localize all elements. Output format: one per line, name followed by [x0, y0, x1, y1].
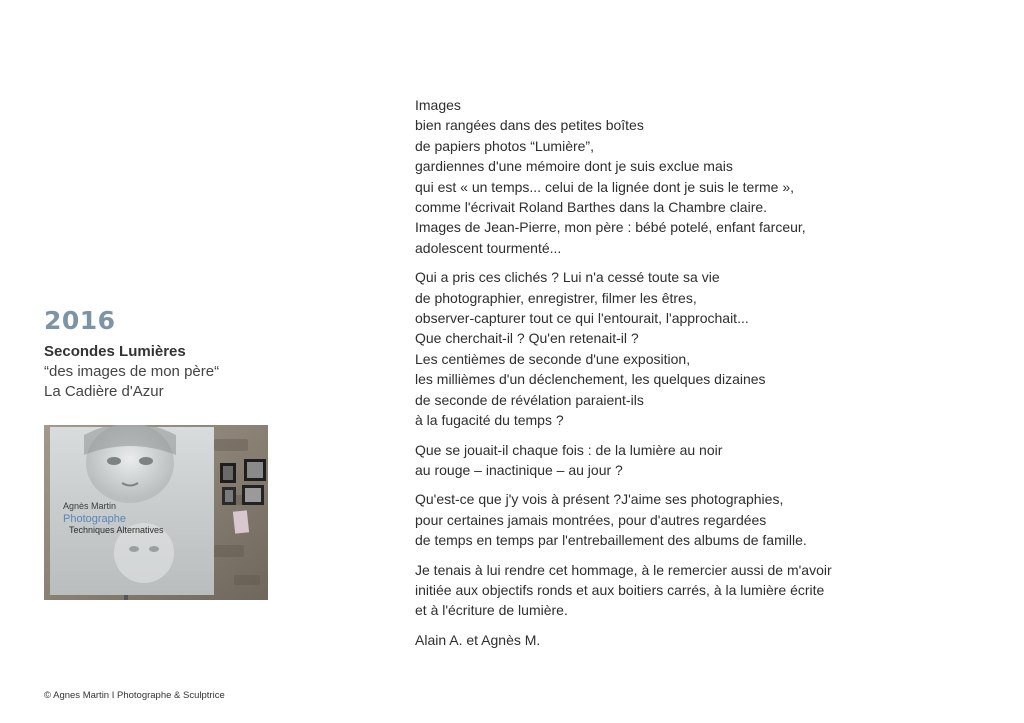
poem-line: gardiennes d'une mémoire dont je suis exclue mais [415, 158, 733, 175]
poem-line: observer-capturer tout ce qui l'entourait, l'approchait... [415, 310, 749, 327]
poem-line: comme l'écrivait Roland Barthes dans la Chambre claire. [415, 199, 768, 216]
exhibition-place: La Cadière d'Azur [44, 383, 164, 400]
poem-line: et à l'écriture de lumière. [415, 602, 568, 619]
poem-signature [415, 630, 885, 650]
poem-line: bien rangées dans des petites boîtes [415, 117, 644, 134]
poem-line: de temps en temps par l'entrebaillement des albums de famille. [415, 532, 807, 549]
signature-line: Alain A. et Agnès M. [415, 631, 541, 648]
poem-line: Les centièmes de seconde d'une exposition, [415, 350, 691, 367]
poem-line: Que se jouait-il chaque fois : de la lumière au noir [415, 441, 723, 458]
exhibition-subtitle: “des images de mon père“ [44, 363, 220, 380]
poem-line: pour certaines jamais montrées, pour d'autres regardées [415, 511, 767, 528]
exhibition-info [44, 306, 304, 402]
poem-line: à la fugacité du temps ? [415, 412, 564, 429]
poem-line: Qu'est-ce que j'y vois à présent ?J'aime ses photographies, [415, 491, 784, 508]
photo-sign-profession: Photographe [63, 513, 126, 525]
poem-text [415, 95, 885, 659]
poem-line: Qui a pris ces clichés ? Lui n'a cessé toute sa vie [415, 269, 720, 286]
poem-line: Images de Jean-Pierre, mon père : bébé potelé, enfant farceur, [415, 219, 806, 236]
copyright-notice: © Agnes Martin I Photographe & Sculptrice [44, 690, 225, 701]
poem-line: de papiers photos “Lumière”, [415, 137, 594, 154]
photo-sign-name: Agnès Martin [63, 501, 117, 511]
photo-sign-technique: Techniques Alternatives [69, 525, 164, 535]
poem-line: au rouge – inactinique – au jour ? [415, 461, 623, 478]
poem-line: Images [415, 97, 461, 113]
poem-line: de photographier, enregistrer, filmer les êtres, [415, 289, 697, 306]
exhibition-photo [44, 425, 268, 600]
poem-line: qui est « un temps... celui de la lignée dont je suis le terme », [415, 178, 794, 195]
poem-line: initiée aux objectifs ronds et aux boitiers carrés, à la lumière écrite [415, 581, 825, 598]
poem-line: les millièmes d'un déclenchement, les quelques dizaines [415, 371, 766, 388]
poem-line: Je tenais à lui rendre cet hommage, à le remercier aussi de m'avoir [415, 561, 832, 578]
exhibition-year: 2016 [44, 306, 116, 335]
poem-stanza-1 [415, 95, 885, 258]
poem-stanza-2 [415, 267, 885, 430]
poem-line: Que cherchait-il ? Qu'en retenait-il ? [415, 330, 639, 347]
poem-stanza-4 [415, 489, 885, 550]
poem-line: de seconde de révélation paraient-ils [415, 391, 644, 408]
exhibition-title: Secondes Lumières [44, 343, 186, 360]
poem-line: adolescent tourmenté... [415, 239, 562, 256]
poem-stanza-5 [415, 560, 885, 621]
poem-stanza-3 [415, 440, 885, 481]
